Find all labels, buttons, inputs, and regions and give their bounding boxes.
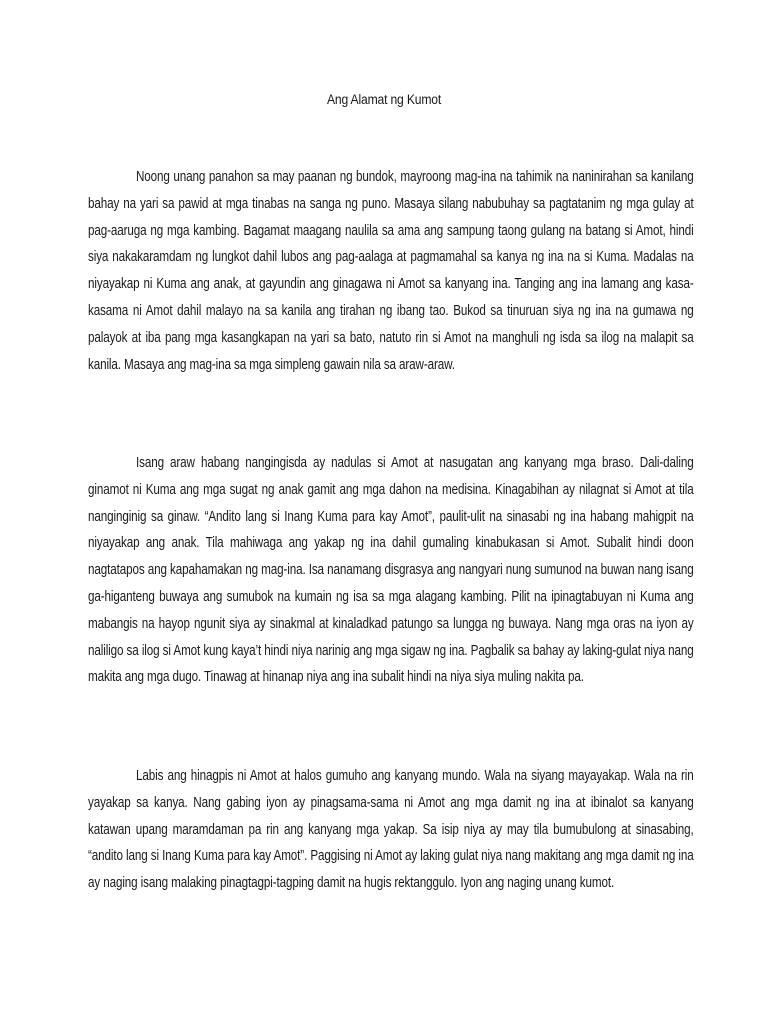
paragraph-1-text: Noong unang panahon sa may paanan ng bundok, mayroong mag-ina na tahimik na naninirahan sa kanilang bahay na yari sa pawid at mga tinabas na sanga ng puno. Masaya silang nabubuhay sa pagtatanim ng mga gulay at pag-aaruga ng mga kambing. Bagamat maagang naulila sa ama ang sampung taong gulang na batang si Amot, hindi siya nakakaramdam ng lungkot dahil lubos ang pag-aalaga at pagmamahal sa kanya ng ina na si Kuma. Madalas na niyayakap ni Kuma ang anak, at gayundin ang ginagawa ni Amot sa kanyang ina. Tanging ang ina lamang ang kasa-kasama ni Amot dahil malayo na sa kanila ang tirahan ng ibang tao. Bukod sa tinuruan siya ng ina na gumawa ng palayok at iba pang mga kasangkapan na yari sa bato, natuto rin si Amot na manghuli ng isda sa ilog na malapit sa kanila. Masaya ang mag-ina sa mga simpleng gawain nila sa araw-araw. bbox=[88, 169, 694, 373]
paragraph-1 bbox=[88, 164, 694, 378]
paragraph-3 bbox=[88, 763, 694, 897]
paragraph-2-text: Isang araw habang nangingisda ay nadulas si Amot at nasugatan ang kanyang mga braso. Dali-daling ginamot ni Kuma ang mga sugat ng anak gamit ang mga dahon na medisina. Kinagabihan ay nilagnat si Amot at tila nanginginig sa ginaw. “Andito lang si Inang Kuma para kay Amot”, paulit-ulit na sinasabi ng ina habang mahigpit na niyayakap ang anak. Tila mahiwaga ang yakap ng ina dahil gumaling kinabukasan si Amot. Subalit hindi doon nagtatapos ang kapahamakan ng mag-ina. Isa nanamang disgrasya ang nangyari nung sumunod na buwan nang isang ga-higanteng buwaya ang sumubok na kumain ng isa sa mga alagang kambing. Pilit na ipinagtabuyan ni Kuma ang mabangis na hayop ngunit siya ay sinakmal at kinaladkad patungo sa lungga ng buwaya. Nang mga oras na iyon ay naliligo sa ilog si Amot kung kaya’t hindi niya narinig ang mga sigaw ng ina. Pagbalik sa bahay ay laking-gulat niya nang makita ang mga dugo. Tinawag at hinanap niya ang ina subalit hindi na niya siya muling nakita pa. bbox=[88, 455, 694, 686]
paragraph-3-text: Labis ang hinagpis ni Amot at halos gumuho ang kanyang mundo. Wala na siyang mayayakap. Wala na rin yayakap sa kanya. Nang gabing iyon ay pinagsama-sama ni Amot ang mga damit ng ina at ibinalot sa kanyang katawan upang maramdaman pa rin ang kanyang mga yakap. Sa isip niya ay may tila bumubulong at sinasabing, “andito lang si Inang Kuma para kay Amot”. Paggising ni Amot ay laking gulat niya nang makitang ang mga damit ng ina ay naging isang malaking pinagtagpi-tagping damit na hugis rektanggulo. Iyon ang naging unang kumot. bbox=[88, 768, 694, 892]
paragraph-2 bbox=[88, 450, 694, 691]
document-title: Ang Alamat ng Kumot bbox=[326, 92, 442, 107]
